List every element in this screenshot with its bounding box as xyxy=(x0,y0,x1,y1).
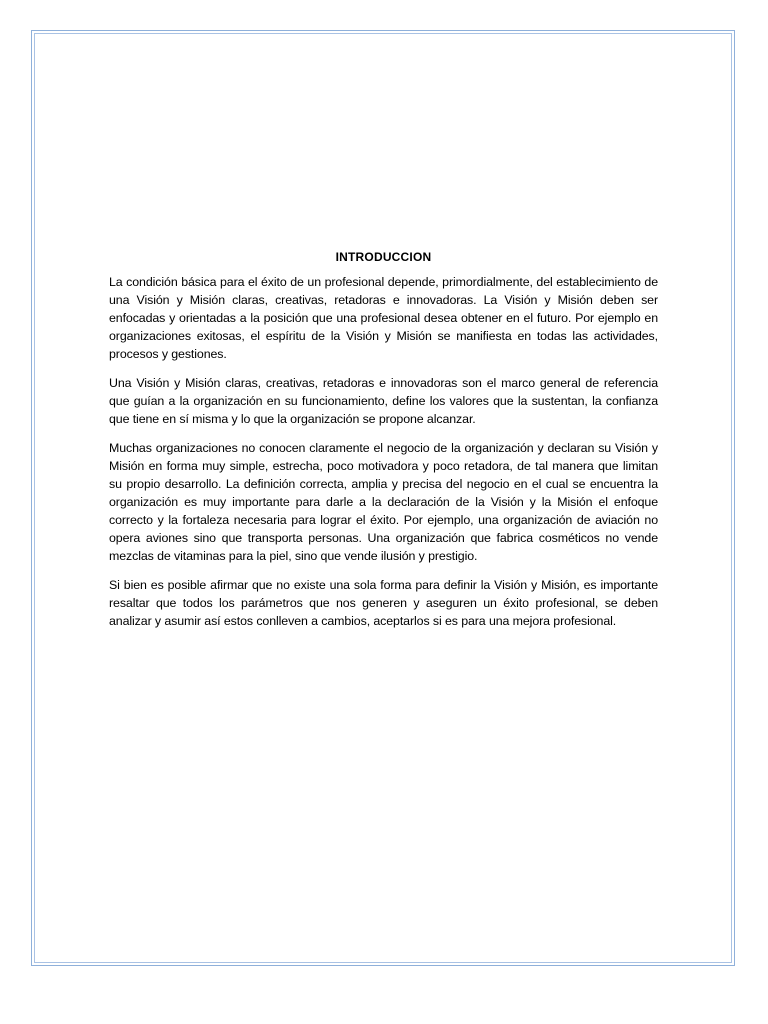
document-body xyxy=(109,249,658,641)
paragraph-4: Si bien es posible afirmar que no existe una sola forma para definir la Visión y Misión, es importante resaltar que todos los parámetros que nos generen y aseguren un éxito profesional, se deben analizar y asumir así estos conlleven a cambios, aceptarlos si es para una mejora profesional. xyxy=(109,578,658,628)
paragraph-3: Muchas organizaciones no conocen claramente el negocio de la organización y declaran su Visión y Misión en forma muy simple, estrecha, poco motivadora y poco retadora, de tal manera que limitan su propio desarrollo. La definición correcta, amplia y precisa del negocio en el cual se encuentra la organización es muy importante para darle a la declaración de la Visión y la Misión el enfoque correcto y la fortaleza necesaria para lograr el éxito. Por ejemplo, una organización de aviación no opera aviones sino que transporta personas. Una organización que fabrica cosméticos no vende mezclas de vitaminas para la piel, sino que vende ilusión y prestigio. xyxy=(109,441,658,563)
document-title: INTRODUCCION xyxy=(335,250,432,264)
paragraph-1: La condición básica para el éxito de un profesional depende, primordialmente, del establecimiento de una Visión y Misión claras, creativas, retadoras e innovadoras. La Visión y Misión deben ser enfocadas y orientadas a la posición que una profesional desea obtener en el futuro. Por ejemplo en organizaciones exitosas, el espíritu de la Visión y Misión se manifiesta en todas las actividades, procesos y gestiones. xyxy=(109,275,658,361)
paragraph-2: Una Visión y Misión claras, creativas, retadoras e innovadoras son el marco general de referencia que guían a la organización en su funcionamiento, define los valores que la sustentan, la confianza que tiene en sí misma y lo que la organización se propone alcanzar. xyxy=(109,376,658,426)
